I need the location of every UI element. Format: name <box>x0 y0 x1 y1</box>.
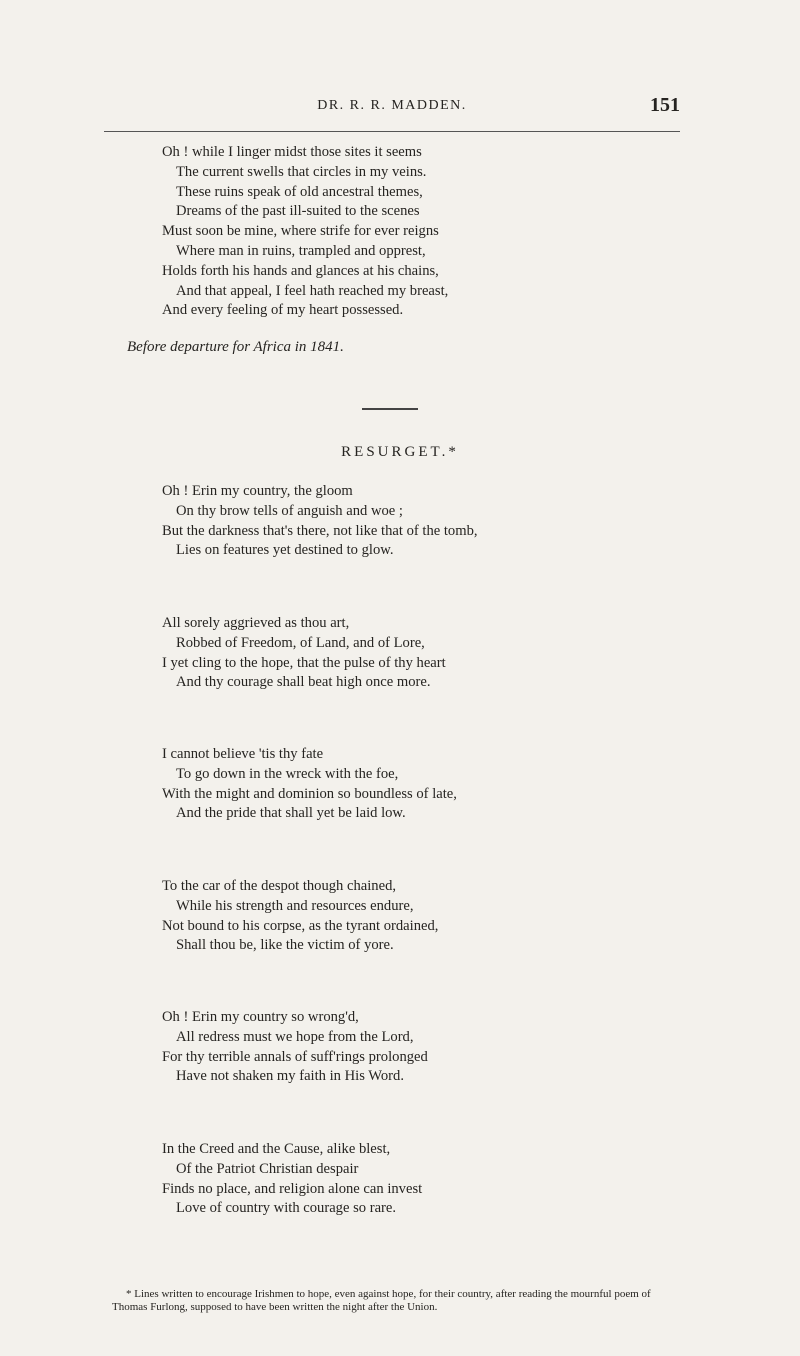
poem-line: With the might and dominion so boundless of late, <box>162 785 457 802</box>
poem-line: I cannot believe 'tis thy fate <box>162 746 324 762</box>
poem-line: Of the Patriot Christian despair <box>176 1160 359 1177</box>
poem-line: Not bound to his corpse, as the tyrant ordained, <box>162 917 439 934</box>
poem-line: Oh ! Erin my country so wrong'd, <box>162 1009 359 1025</box>
poem-line: Where man in ruins, trampled and opprest, <box>176 242 426 259</box>
poem-line: Lies on features yet destined to glow. <box>176 542 394 559</box>
poem-line: For thy terrible annals of suff'rings prolonged <box>162 1048 428 1065</box>
poem-line: And thy courage shall beat high once more. <box>176 674 431 691</box>
poem-line: To go down in the wreck with the foe, <box>176 765 399 782</box>
stanza-4 <box>162 877 438 956</box>
running-head <box>104 94 680 124</box>
poem-line: Love of country with courage so rare. <box>176 1200 397 1217</box>
poem-line: And the pride that shall yet be laid low. <box>176 805 406 822</box>
poem-title: RESURGET.* <box>341 444 459 460</box>
poem-line: These ruins speak of old ancestral themes, <box>176 183 423 200</box>
poem-line: I yet cling to the hope, that the pulse of thy heart <box>162 654 446 671</box>
poem-line: To the car of the despot though chained, <box>162 878 397 894</box>
stanza-3 <box>162 745 457 824</box>
page-number: 151 <box>650 94 680 116</box>
poem1-caption: Before departure for Africa in 1841. <box>127 339 344 355</box>
poem-line: Have not shaken my faith in His Word. <box>176 1068 404 1085</box>
poem-line: Dreams of the past ill-suited to the scenes <box>176 203 420 220</box>
poem-line: Must soon be mine, where strife for ever reigns <box>162 223 439 240</box>
poem-line: And every feeling of my heart possessed. <box>162 302 404 319</box>
poem-line: Robbed of Freedom, of Land, and of Lore, <box>176 634 425 651</box>
header-rule <box>104 131 680 132</box>
running-title: DR. R. R. MADDEN. <box>317 98 467 113</box>
poem-line: And that appeal, I feel hath reached my breast, <box>176 282 449 299</box>
poem-line: Shall thou be, like the victim of yore. <box>176 937 394 954</box>
stanza-6 <box>162 1140 422 1219</box>
poem-line: Oh ! Erin my country, the gloom <box>162 483 353 499</box>
footnote: * Lines written to encourage Irishmen to hope, even against hope, for their country, after reading the mournful poem of Thomas Furlong, supposed to have been written the night after the Union. <box>112 1288 651 1313</box>
poem-line: All sorely aggrieved as thou art, <box>162 615 350 631</box>
stanza-5 <box>162 1008 428 1087</box>
poem-line: In the Creed and the Cause, alike blest, <box>162 1141 391 1157</box>
section-separator <box>362 408 418 410</box>
poem-line: On thy brow tells of anguish and woe ; <box>176 502 403 519</box>
poem-line: The current swells that circles in my veins. <box>176 163 427 180</box>
poem-line: Holds forth his hands and glances at his chains, <box>162 262 439 279</box>
poem-line: Oh ! while I linger midst those sites it seems <box>162 144 422 160</box>
poem-line: Finds no place, and religion alone can invest <box>162 1180 423 1197</box>
poem-line: But the darkness that's there, not like that of the tomb, <box>162 522 478 539</box>
poem-line: While his strength and resources endure, <box>176 897 414 914</box>
poem-line: All redress must we hope from the Lord, <box>176 1028 414 1045</box>
poem1-stanza <box>162 143 448 321</box>
stanza-1 <box>162 482 478 561</box>
stanza-2 <box>162 614 446 693</box>
